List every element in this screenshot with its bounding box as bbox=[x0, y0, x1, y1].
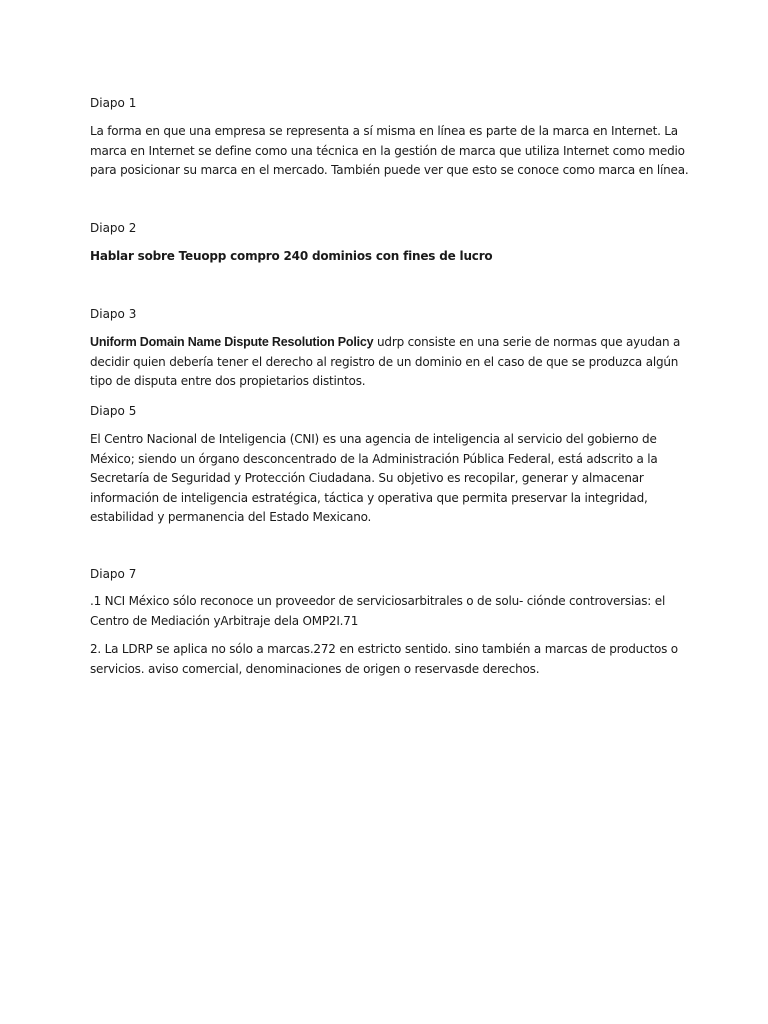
slide-2-heading: Diapo 2 bbox=[90, 221, 137, 235]
slide-5-heading: Diapo 5 bbox=[90, 404, 137, 418]
udrp-term: Uniform Domain Name Dispute Resolution Policy bbox=[90, 335, 374, 349]
slide-1-heading: Diapo 1 bbox=[90, 96, 137, 110]
slide-7-paragraph-1: .1 NCI México sólo reconoce un proveedor de serviciosarbitrales o de solu- ciónde controversias: el Centro de Mediación yArbitraje dela OMP2I.71 bbox=[90, 594, 666, 628]
slide-5-paragraph: El Centro Nacional de Inteligencia (CNI) es una agencia de inteligencia al servicio del gobierno de México; siendo un órgano desconcentrado de la Administración Pública Federal, está adscrito a la Secretaría de Seguridad y Protección Ciudadana. Su objetivo es recopilar, generar y almacenar información de inteligencia estratégica, táctica y operativa que permita preservar la integridad, estabilidad y permanencia del Estado Mexicano. bbox=[90, 432, 658, 524]
slide-1-paragraph: La forma en que una empresa se representa a sí misma en línea es parte de la marca en Internet. La marca en Internet se define como una técnica en la gestión de marca que utiliza Internet como medio para posicionar su marca en el mercado. También puede ver que esto se conoce como marca en línea. bbox=[90, 124, 689, 177]
slide-3-text: udrp consiste en una serie de normas que ayudan a decidir quien debería tener el derecho al registro de un dominio en el caso de que se produzca algún tipo de disputa entre dos propietarios distintos. bbox=[90, 335, 681, 388]
slide-3-paragraph bbox=[90, 333, 690, 392]
slide-7-paragraph-2: 2. La LDRP se aplica no sólo a marcas.272 en estricto sentido. sino también a marcas de productos o servicios. aviso comercial, denominaciones de origen o reservasde derechos. bbox=[90, 642, 678, 676]
slide-2-paragraph: Hablar sobre Teuopp compro 240 dominios con fines de lucro bbox=[90, 249, 493, 263]
slide-3-heading: Diapo 3 bbox=[90, 307, 137, 321]
slide-7-heading: Diapo 7 bbox=[90, 567, 137, 581]
